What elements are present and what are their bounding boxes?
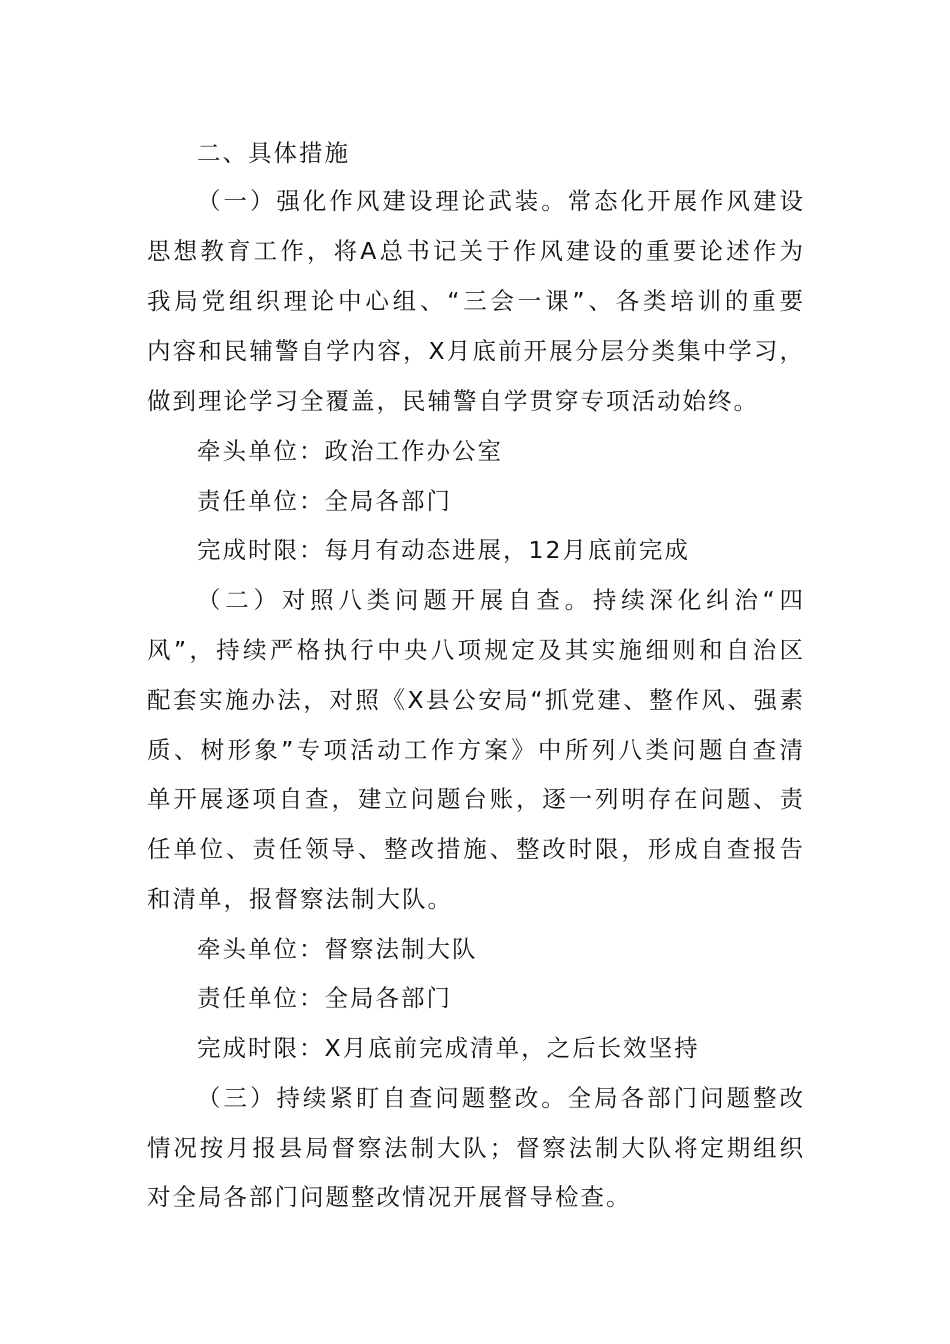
paragraph-line: 情况按月报县局督察法制大队；督察法制大队将定期组织 bbox=[147, 1134, 805, 1162]
responsible-unit: 责任单位：全局各部门 bbox=[197, 984, 452, 1012]
paragraph-line: 做到理论学习全覆盖，民辅警自学贯穿专项活动始终。 bbox=[147, 387, 759, 415]
responsible-unit: 责任单位：全局各部门 bbox=[197, 487, 452, 515]
paragraph-line: 质、树形象”专项活动工作方案》中所列八类问题自查清 bbox=[147, 736, 805, 764]
paragraph-line: （二）对照八类问题开展自查。持续深化纠治“四 bbox=[197, 586, 805, 614]
paragraph-line: （一）强化作风建设理论武装。常态化开展作风建设 bbox=[197, 187, 805, 215]
section-heading: 二、具体措施 bbox=[197, 139, 350, 167]
paragraph-line: 我局党组织理论中心组、“三会一课”、各类培训的重要 bbox=[147, 287, 805, 315]
paragraph-line: 单开展逐项自查，建立问题台账，逐一列明存在问题、责 bbox=[147, 785, 805, 813]
paragraph-line: 配套实施办法，对照《X县公安局“抓党建、整作风、强素 bbox=[147, 686, 805, 714]
lead-unit: 牵头单位：政治工作办公室 bbox=[197, 437, 503, 465]
paragraph-line: 对全局各部门问题整改情况开展督导检查。 bbox=[147, 1183, 632, 1211]
paragraph-line: 思想教育工作，将A总书记关于作风建设的重要论述作为 bbox=[147, 237, 805, 265]
deadline: 完成时限：X月底前完成清单，之后长效坚持 bbox=[197, 1034, 700, 1062]
lead-unit: 牵头单位：督察法制大队 bbox=[197, 935, 478, 963]
paragraph-line: （三）持续紧盯自查问题整改。全局各部门问题整改 bbox=[197, 1084, 805, 1112]
paragraph-line: 风”，持续严格执行中央八项规定及其实施细则和自治区 bbox=[147, 636, 805, 664]
paragraph-line: 任单位、责任领导、整改措施、整改时限，形成自查报告 bbox=[147, 835, 805, 863]
paragraph-line: 内容和民辅警自学内容，X月底前开展分层分类集中学习， bbox=[147, 337, 805, 365]
deadline: 完成时限：每月有动态进展，12月底前完成 bbox=[197, 536, 690, 564]
paragraph-line: 和清单，报督察法制大队。 bbox=[147, 885, 453, 913]
